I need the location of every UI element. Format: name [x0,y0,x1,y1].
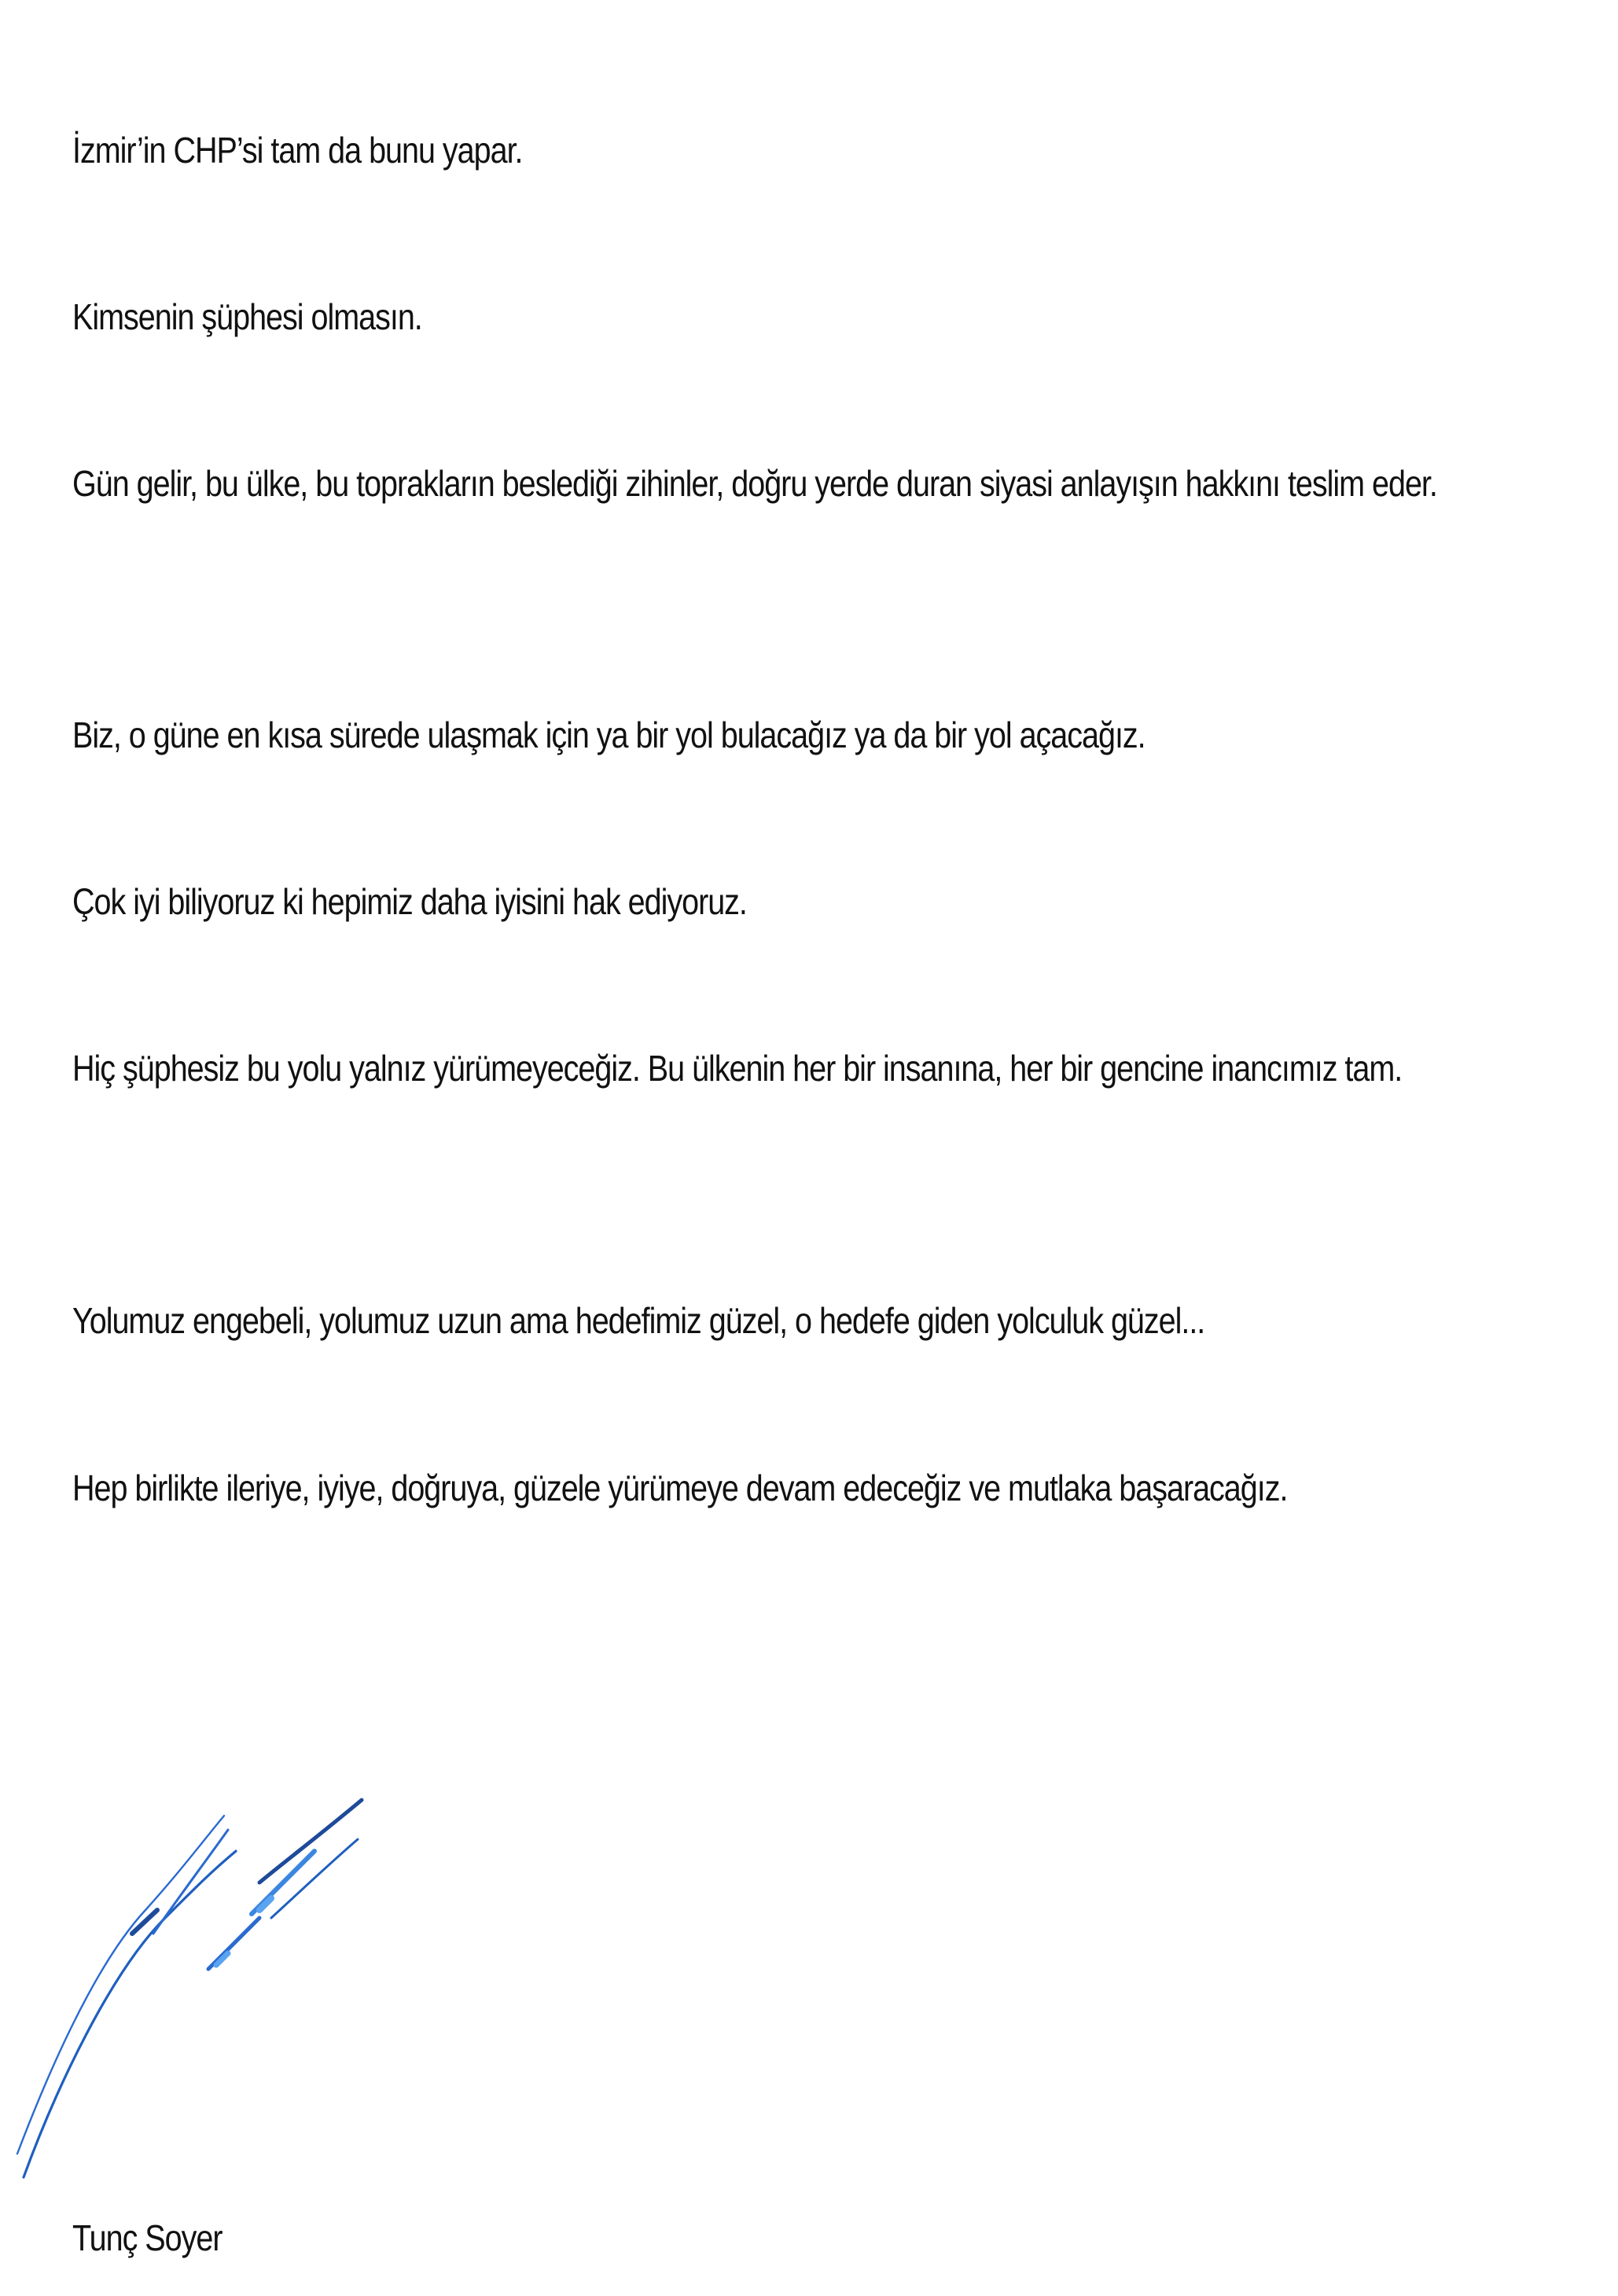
paragraph-6: Hiç şüphesiz bu yolu yalnız yürümeyeceğiz. Bu ülkenin her bir insanına, her bir gencine inancımız tam. [72,1048,1403,1089]
paragraph-5: Çok iyi biliyoruz ki hepimiz daha iyisini hak ediyoruz. [72,881,747,922]
paragraph-8: Hep birlikte ileriye, iyiye, doğruya, güzele yürümeye devam edeceğiz ve mutlaka başaracağız. [72,1468,1288,1508]
paragraph-7: Yolumuz engebeli, yolumuz uzun ama hedefimiz güzel, o hedefe giden yolculuk güzel... [72,1300,1205,1341]
paragraph-1: İzmir’in CHP’si tam da bunu yapar. [72,130,523,171]
handwritten-signature [0,1682,409,2185]
signer-name: Tunç Soyer [72,2217,222,2258]
paragraph-2: Kimsenin şüphesi olmasın. [72,296,422,337]
paragraph-4: Biz, o güne en kısa sürede ulaşmak için ya bir yol bulacağız ya da bir yol açacağız. [72,715,1145,755]
paragraph-3: Gün gelir, bu ülke, bu toprakların beslediği zihinler, doğru yerde duran siyasi anlayışın hakkını teslim eder. [72,463,1437,504]
